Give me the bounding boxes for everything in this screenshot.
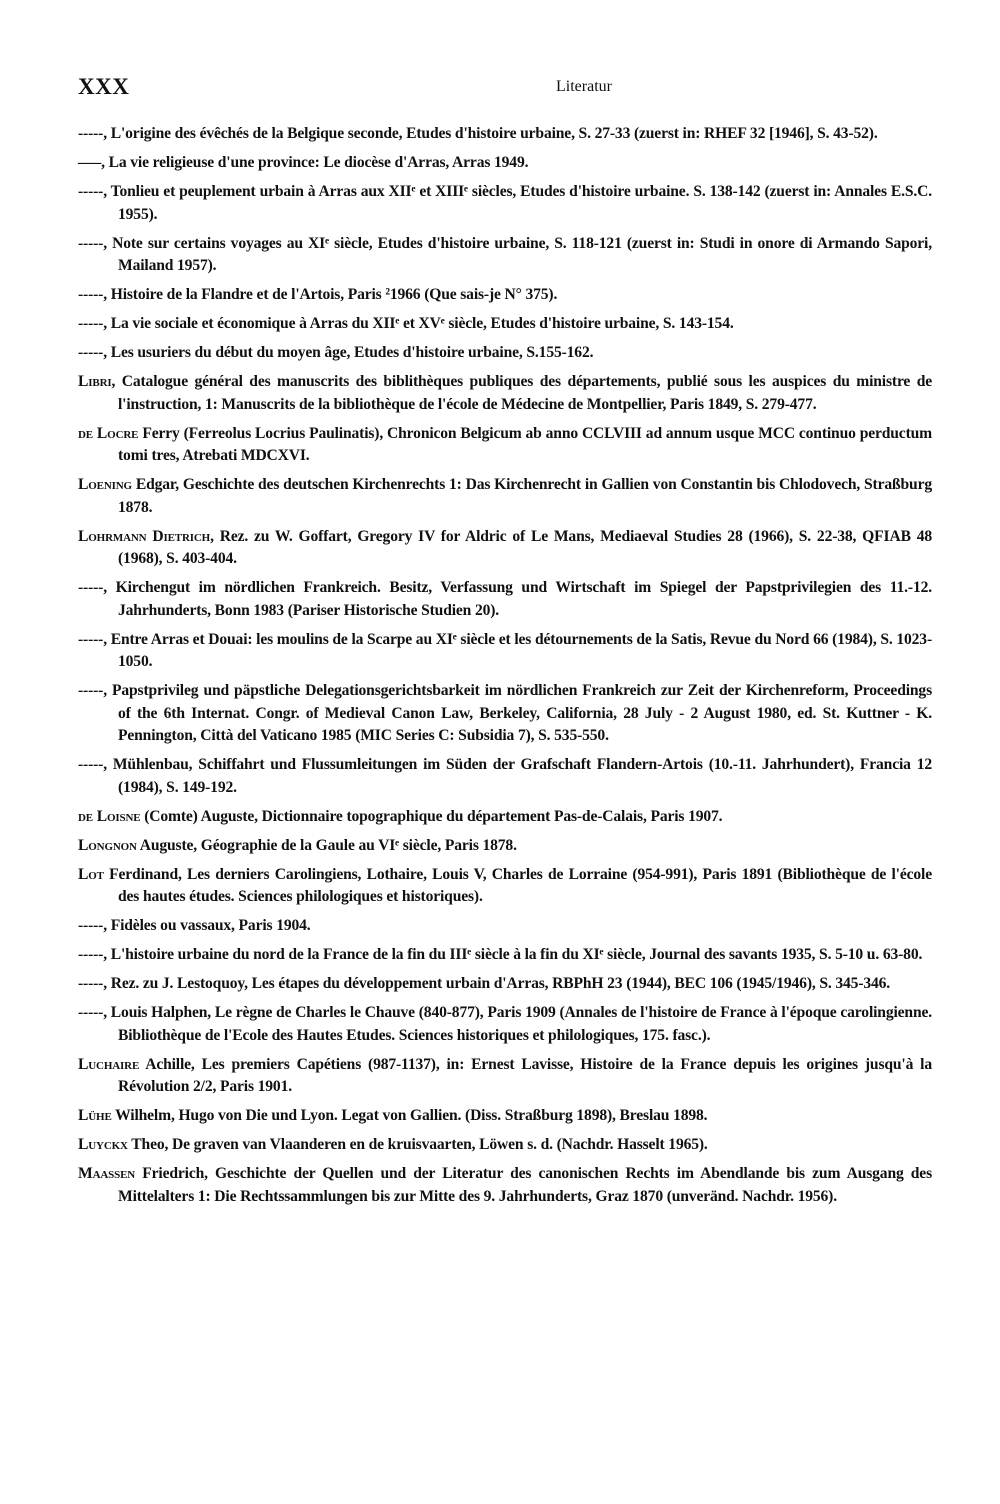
entry-text: (Comte) Auguste, Dictionnaire topographique du département Pas-de-Calais, Paris 1907. xyxy=(140,807,723,825)
entry-text: Achille, Les premiers Capétiens (987-1137), in: Ernest Lavisse, Histoire de la France depuis les origines jusqu'à la Révolution 2/2, Paris 1901. xyxy=(118,1055,932,1095)
entry-text: -----, Mühlenbau, Schiffahrt und Flussumleitungen im Süden der Grafschaft Flandern-Artois (10.-11. Jahrhundert), Francia 12 (1984), S. 149-192. xyxy=(78,756,932,796)
entry-text: -----, La vie sociale et économique à Arras du XIIᵉ et XVᵉ siècle, Etudes d'histoire urbaine, S. 143-154. xyxy=(78,315,734,332)
bibliography-entry xyxy=(78,915,932,938)
bibliography-entry xyxy=(78,233,932,278)
bibliography-entry xyxy=(78,835,932,858)
entry-author: Longnon xyxy=(78,836,137,854)
entry-author: Lohrmann Dietrich xyxy=(78,527,211,545)
entry-author: Libri xyxy=(78,373,112,390)
entry-author: Luchaire xyxy=(78,1055,140,1073)
entry-text: , Catalogue général des manuscrits des biblithèques publiques des départements, publié sous les auspices du ministre de l'instruction, 1: Manuscrits de la bibliothèque de l'école de Médecine de Montpellier, Paris 1849, S. 279-477. xyxy=(111,373,932,413)
bibliography-entry xyxy=(78,806,932,829)
entry-author: Maassen xyxy=(78,1165,136,1182)
bibliography-entry xyxy=(78,754,932,799)
bibliography-entry xyxy=(78,423,932,468)
entry-text: -----, Papstprivileg und päpstliche Delegationsgerichtsbarkeit im nördlichen Frankreich zur Zeit der Kirchenreform, Proceedings of the 6th Internat. Congr. of Medieval Canon Law, Berkeley, California, 28 July - 2 August 1980, ed. St. Kuttner - K. Pennington, Città del Vaticano 1985 (MIC Series C: Subsidia 7), S. 535-550. xyxy=(78,682,932,744)
bibliography-entry xyxy=(78,342,932,365)
bibliography-entry xyxy=(78,577,932,622)
entry-text: -----, Rez. zu J. Lestoquoy, Les étapes du développement urbain d'Arras, RBPhH 23 (1944), BEC 106 (1945/1946), S. 345-346. xyxy=(78,975,891,992)
bibliography-entry xyxy=(78,152,932,175)
bibliography-entry xyxy=(78,371,932,416)
entry-text: -----, L'histoire urbaine du nord de la France de la fin du IIIᵉ siècle à la fin du XIᵉ siècle, Journal des savants 1935, S. 5-10 u. 63-80. xyxy=(78,946,923,963)
entry-text: , Rez. zu W. Goffart, Gregory IV for Aldric of Le Mans, Mediaeval Studies 28 (1966), S. 22-38, QFIAB 48 (1968), S. 403-404. xyxy=(118,527,932,567)
bibliography-list xyxy=(78,123,932,1215)
entry-text: Ferry (Ferreolus Locrius Paulinatis), Chronicon Belgicum ab anno CCLVIII ad annum usque MCC continuo perductum tomi tres, Atrebati MDCXVI. xyxy=(118,424,932,464)
bibliography-entry xyxy=(78,1163,932,1208)
entry-text: -----, Histoire de la Flandre et de l'Artois, Paris ²1966 (Que sais-je N° 375). xyxy=(78,286,558,303)
entry-text: Friedrich, Geschichte der Quellen und der Literatur des canonischen Rechts im Abendlande bis zum Ausgang des Mittelalters 1: Die Rechtssammlungen bis zur Mitte des 9. Jahrhunderts, Graz 1870 (unveränd. Nachdr. 1956). xyxy=(118,1165,932,1205)
page-number: XXX xyxy=(78,74,130,99)
entry-text: -----, L'origine des évêchés de la Belgique seconde, Etudes d'histoire urbaine, S. 27-33 (zuerst in: RHEF 32 [1946], S. 43-52). xyxy=(78,125,878,142)
bibliography-entry xyxy=(78,181,932,226)
entry-author: Loening xyxy=(78,476,132,493)
bibliography-entry xyxy=(78,864,932,909)
entry-text: Auguste, Géographie de la Gaule au VIᵉ siècle, Paris 1878. xyxy=(136,836,517,854)
entry-text: -----, Les usuriers du début du moyen âge, Etudes d'histoire urbaine, S.155-162. xyxy=(78,344,594,361)
entry-author: de Locre xyxy=(78,424,139,442)
entry-author: Lot xyxy=(78,865,104,883)
entry-text: -----, Kirchengut im nördlichen Frankreich. Besitz, Verfassung und Wirtschaft im Spiegel der Papstprivilegien des 11.-12. Jahrhunderts, Bonn 1983 (Pariser Historische Studien 20). xyxy=(78,579,932,619)
entry-text: -----, Louis Halphen, Le règne de Charles le Chauve (840-877), Paris 1909 (Annales de l'histoire de France à l'époque carolingienne. Bibliothèque de l'Ecole des Hautes Etudes. Sciences historiques et philologiques, 175. fasc.). xyxy=(78,1004,932,1044)
bibliography-entry xyxy=(78,1134,932,1157)
entry-text: —–, La vie religieuse d'une province: Le diocèse d'Arras, Arras 1949. xyxy=(78,154,529,171)
running-title: Literatur xyxy=(556,78,612,95)
entry-text: Wilhelm, Hugo von Die und Lyon. Legat von Gallien. (Diss. Straßburg 1898), Breslau 1898. xyxy=(111,1107,708,1124)
entry-author: Lühe xyxy=(78,1107,112,1124)
bibliography-entry xyxy=(78,526,932,571)
bibliography-entry xyxy=(78,1054,932,1099)
bibliography-entry xyxy=(78,1105,932,1128)
entry-text: Theo, De graven van Vlaanderen en de kruisvaarten, Löwen s. d. (Nachdr. Hasselt 1965). xyxy=(127,1136,708,1153)
bibliography-entry xyxy=(78,944,932,967)
bibliography-entry xyxy=(78,973,932,996)
entry-text: -----, Note sur certains voyages au XIᵉ siècle, Etudes d'histoire urbaine, S. 118-121 (zuerst in: Studi in onore di Armando Sapori, Mailand 1957). xyxy=(78,234,932,274)
page-header xyxy=(78,74,930,106)
bibliography-entry xyxy=(78,284,932,307)
bibliography-entry xyxy=(78,123,932,146)
entry-text: Ferdinand, Les derniers Carolingiens, Lothaire, Louis V, Charles de Lorraine (954-991), Paris 1891 (Bibliothèque de l'école des hautes études. Sciences philologiques et historiques). xyxy=(103,865,932,905)
bibliography-entry xyxy=(78,1002,932,1047)
bibliography-entry xyxy=(78,474,932,519)
entry-author: de Loisne xyxy=(78,807,141,825)
entry-text: -----, Fidèles ou vassaux, Paris 1904. xyxy=(78,917,311,934)
entry-text: -----, Entre Arras et Douai: les moulins de la Scarpe au XIᵉ siècle et les détournements de la Satis, Revue du Nord 66 (1984), S. 1023-1050. xyxy=(78,630,932,670)
entry-author: Luyckx xyxy=(78,1136,128,1153)
bibliography-entry xyxy=(78,629,932,674)
entry-text: Edgar, Geschichte des deutschen Kirchenrechts 1: Das Kirchenrecht in Gallien von Constantin bis Chlodovech, Straßburg 1878. xyxy=(118,476,932,516)
bibliography-entry xyxy=(78,313,932,336)
entry-text: -----, Tonlieu et peuplement urbain à Arras aux XIIᵉ et XIIIᵉ siècles, Etudes d'histoire urbaine. S. 138-142 (zuerst in: Annales E.S.C. 1955). xyxy=(78,183,932,223)
bibliography-entry xyxy=(78,680,932,748)
